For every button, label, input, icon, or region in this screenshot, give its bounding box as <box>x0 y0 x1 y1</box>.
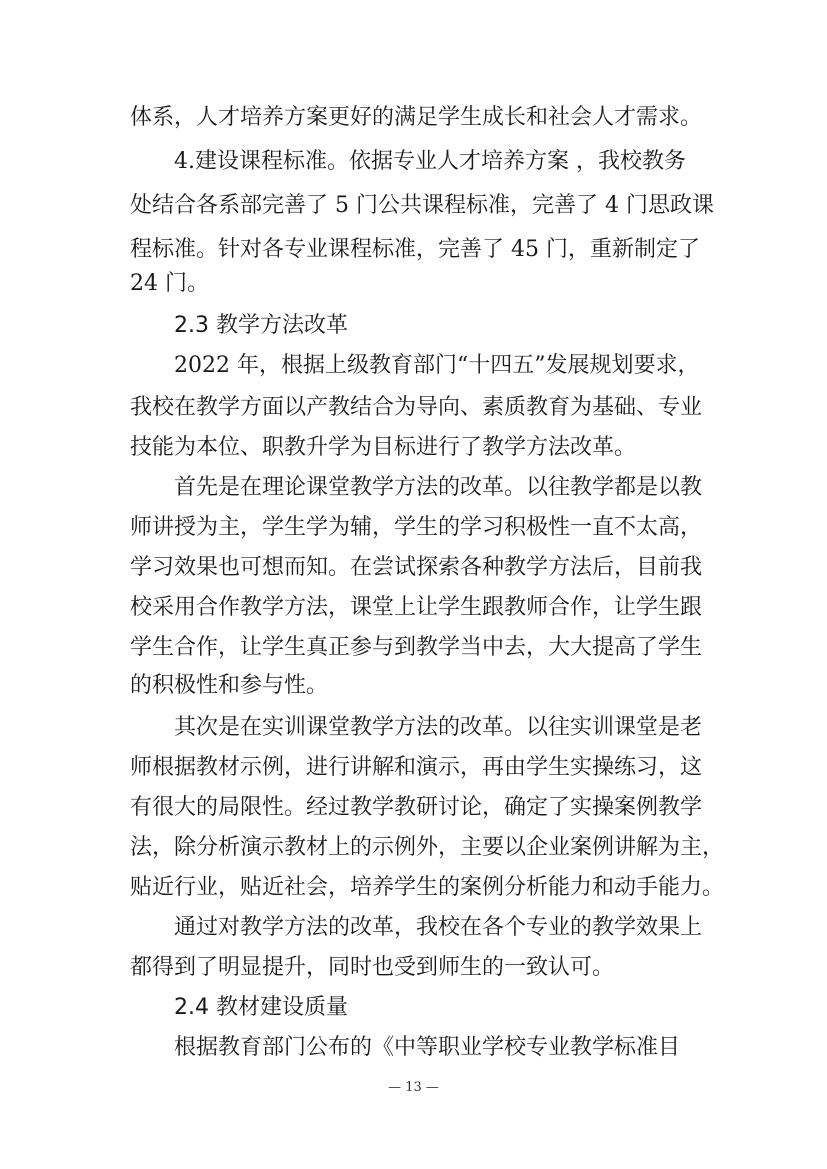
paragraph-text: 技能为本位、职教升学为目标进行了教学方法改革。 <box>130 435 637 460</box>
paragraph-text: 处结合各系部完善了 5 门公共课程标准，完善了 4 门思政课 <box>130 193 714 218</box>
paragraph-text: 有很大的局限性。经过教学教研讨论，确定了实操案例教学 <box>130 795 703 820</box>
text-line <box>0 828 827 868</box>
paragraph-text: 通过对教学方法的改革，我校在各个专业的教学效果上 <box>174 915 703 940</box>
paragraph-text: 根据教育部门公布的《中等职业学校专业教学标准目 <box>174 1035 681 1060</box>
paragraph-text: 2022 年，根据上级教育部门“十四五”发展规划要求， <box>174 353 700 378</box>
paragraph-text: 学生合作，让学生真正参与到教学当中去，大大提高了学生 <box>130 635 703 660</box>
section-heading <box>0 988 827 1028</box>
paragraph-text: 的积极性和参与性。 <box>130 673 329 698</box>
text-line <box>0 748 827 788</box>
text-line <box>0 948 827 988</box>
paragraph-text: 学习效果也可想而知。在尝试探索各种教学方法后，目前我 <box>130 555 703 580</box>
text-line <box>0 548 827 588</box>
paragraph-text: 都得到了明显提升，同时也受到师生的一致认可。 <box>130 955 615 980</box>
text-line <box>0 908 827 948</box>
section-heading <box>0 306 827 346</box>
paragraph-text: 24 门。 <box>130 271 209 296</box>
paragraph-text: 其次是在实训课堂教学方法的改革。以往实训课堂是老 <box>174 715 703 740</box>
text-line <box>0 628 827 668</box>
text-line <box>0 186 827 226</box>
text-line <box>0 388 827 428</box>
text-line <box>0 508 827 548</box>
text-line <box>0 1028 827 1068</box>
section-heading-text: 2.3 教学方法改革 <box>174 313 348 338</box>
section-heading-text: 2.4 教材建设质量 <box>174 995 348 1020</box>
text-line <box>0 264 827 304</box>
paragraph-text: 校采用合作教学方法，课堂上让学生跟教师合作，让学生跟 <box>130 595 703 620</box>
paragraph-text: 程标准。针对各专业课程标准，完善了 45 门，重新制定了 <box>130 237 700 262</box>
text-line <box>0 142 827 182</box>
text-line <box>0 666 827 706</box>
text-line <box>0 588 827 628</box>
text-line <box>0 708 827 748</box>
text-line <box>0 788 827 828</box>
text-line <box>0 346 827 386</box>
paragraph-text: 我校在教学方面以产教结合为导向、素质教育为基础、专业 <box>130 395 703 420</box>
text-line <box>0 98 827 138</box>
paragraph-text: 师讲授为主，学生学为辅，学生的学习积极性一直不太高， <box>130 515 703 540</box>
page-number: — 13 — <box>388 1080 439 1095</box>
paragraph-text: 师根据教材示例，进行讲解和演示，再由学生实操练习，这 <box>130 755 703 780</box>
paragraph-text: 首先是在理论课堂教学方法的改革。以往教学都是以教 <box>174 475 703 500</box>
text-line <box>0 428 827 468</box>
paragraph-text: 体系，人才培养方案更好的满足学生成长和社会人才需求。 <box>130 105 703 130</box>
paragraph-text: 贴近行业，贴近社会，培养学生的案例分析能力和动手能力。 <box>130 875 725 900</box>
text-line <box>0 868 827 908</box>
paragraph-text: 法，除分析演示教材上的示例外，主要以企业案例讲解为主， <box>130 835 725 860</box>
text-line <box>0 468 827 508</box>
paragraph-text: 4.建设课程标准。依据专业人才培养方案 ，我校教务 <box>174 149 686 174</box>
